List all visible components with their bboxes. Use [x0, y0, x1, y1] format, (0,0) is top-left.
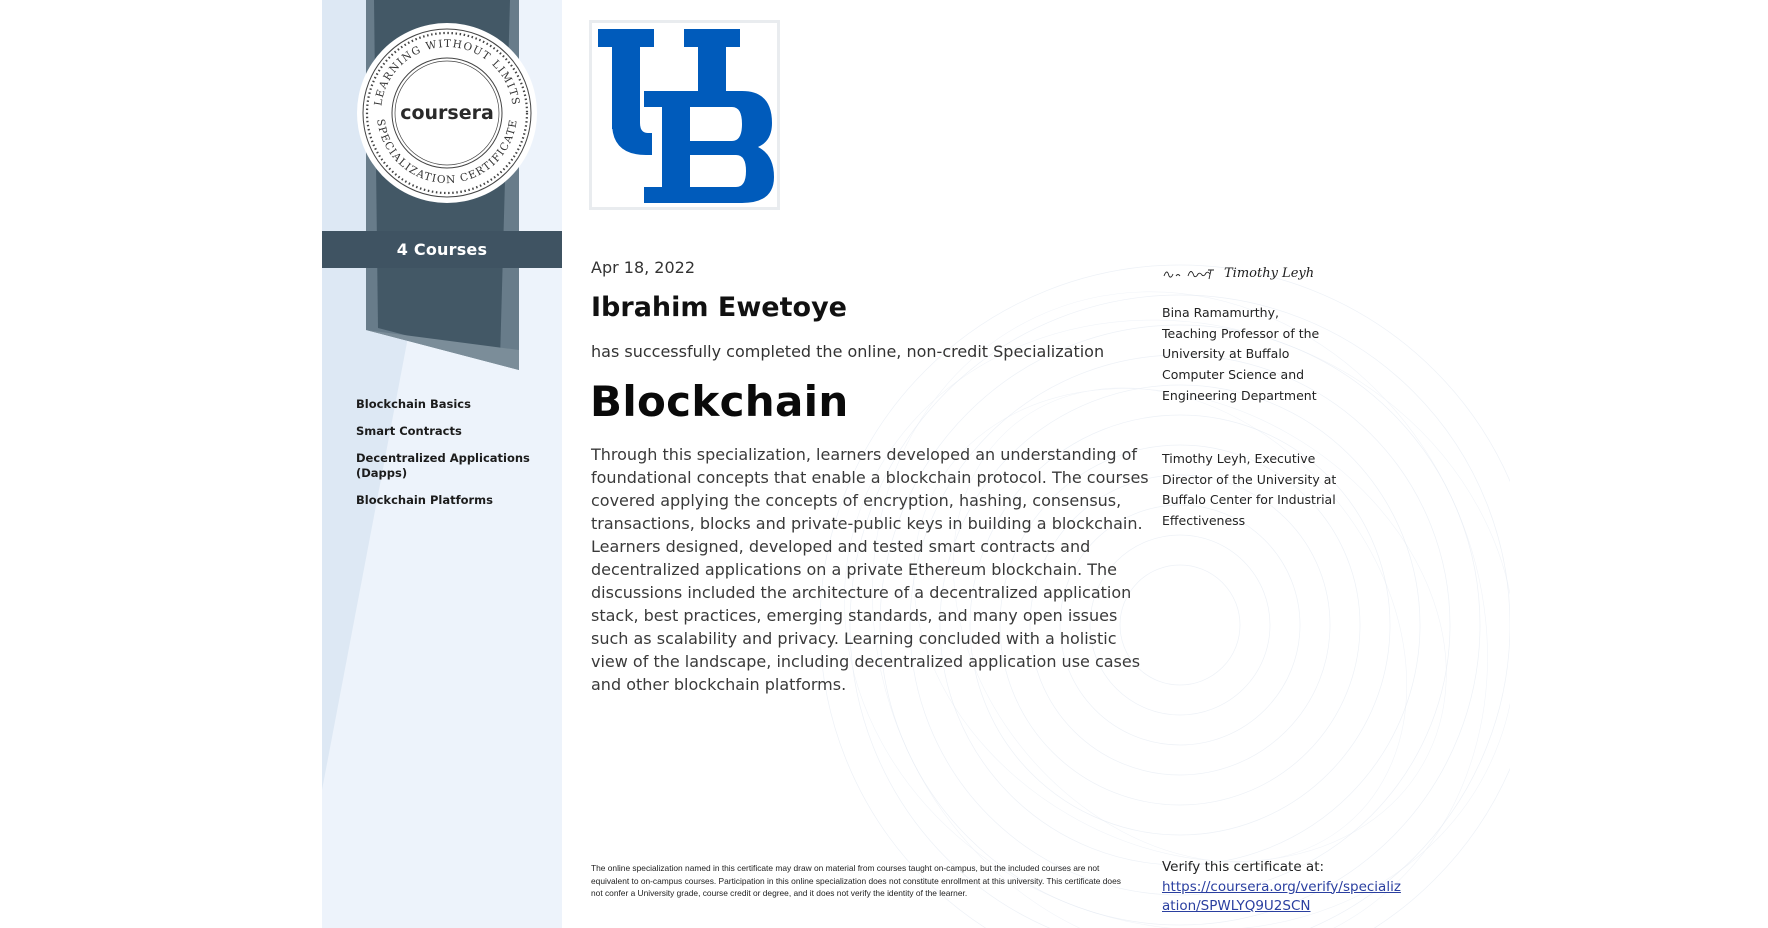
disclaimer-text: The online specialization named in this certificate may draw on material from courses taught on-campus, but the included courses are not equivalent to on-campus courses. Participation in this online specialization does not constitute enrollment at this university. This certificate does not confer a University grade, course credit or degree, and it does not verify the identity of the learner.	[591, 863, 1121, 899]
verify-link[interactable]: https://coursera.org/verify/specialization/SPWLYQ9U2SCN	[1162, 878, 1401, 914]
learner-name: Ibrahim Ewetoye	[591, 292, 847, 323]
verify-label: Verify this certificate at:	[1162, 859, 1325, 875]
course-count-label: 4 Courses	[396, 240, 488, 259]
svg-text:SPECIALIZATION CERTIFICATE: SPECIALIZATION CERTIFICATE	[374, 118, 520, 187]
specialization-title: Blockchain	[590, 377, 849, 426]
completion-date: Apr 18, 2022	[591, 258, 696, 277]
svg-text:LEARNING WITHOUT LIMITS: LEARNING WITHOUT LIMITS	[372, 37, 522, 107]
signature-image	[1162, 262, 1332, 284]
signer-2-title: Timothy Leyh, Executive Director of the University at Buffalo Center for Industrial Effectiveness	[1162, 451, 1337, 529]
coursera-logo-text: coursera	[400, 102, 494, 124]
course-item: Decentralized Applications (Dapps)	[356, 451, 530, 480]
course-item: Blockchain Basics	[356, 397, 471, 411]
course-list	[356, 397, 556, 520]
sidebar	[322, 0, 562, 928]
course-count-band	[322, 231, 562, 268]
completion-statement: has successfully completed the online, non-credit Specialization	[591, 342, 1105, 361]
specialization-description: Through this specialization, learners developed an understanding of foundational concepts that enable a blockchain protocol. The courses covered applying the concepts of encryption, hashing, consensus, transactions, blocks and private-public keys in building a blockchain. Learners designed, developed and tested smart contracts and decentralized applications on a private Ethereum blockchain. The discussions included the architecture of a decentralized application stack, best practices, emerging standards, and many open issues such as scalability and privacy. Learning concluded with a holistic view of the landscape, including decentralized application use cases and other blockchain platforms.	[591, 445, 1149, 694]
coursera-seal-icon	[356, 22, 538, 204]
verify-section	[1162, 858, 1422, 917]
university-at-buffalo-logo-icon	[592, 23, 777, 207]
course-item: Smart Contracts	[356, 424, 462, 438]
signer-1-title: Bina Ramamurthy, Teaching Professor of the University at Buffalo Computer Science and Engineering Department	[1162, 305, 1320, 403]
svg-text:Timothy Leyh: Timothy Leyh	[1224, 266, 1315, 281]
course-item: Blockchain Platforms	[356, 493, 494, 507]
